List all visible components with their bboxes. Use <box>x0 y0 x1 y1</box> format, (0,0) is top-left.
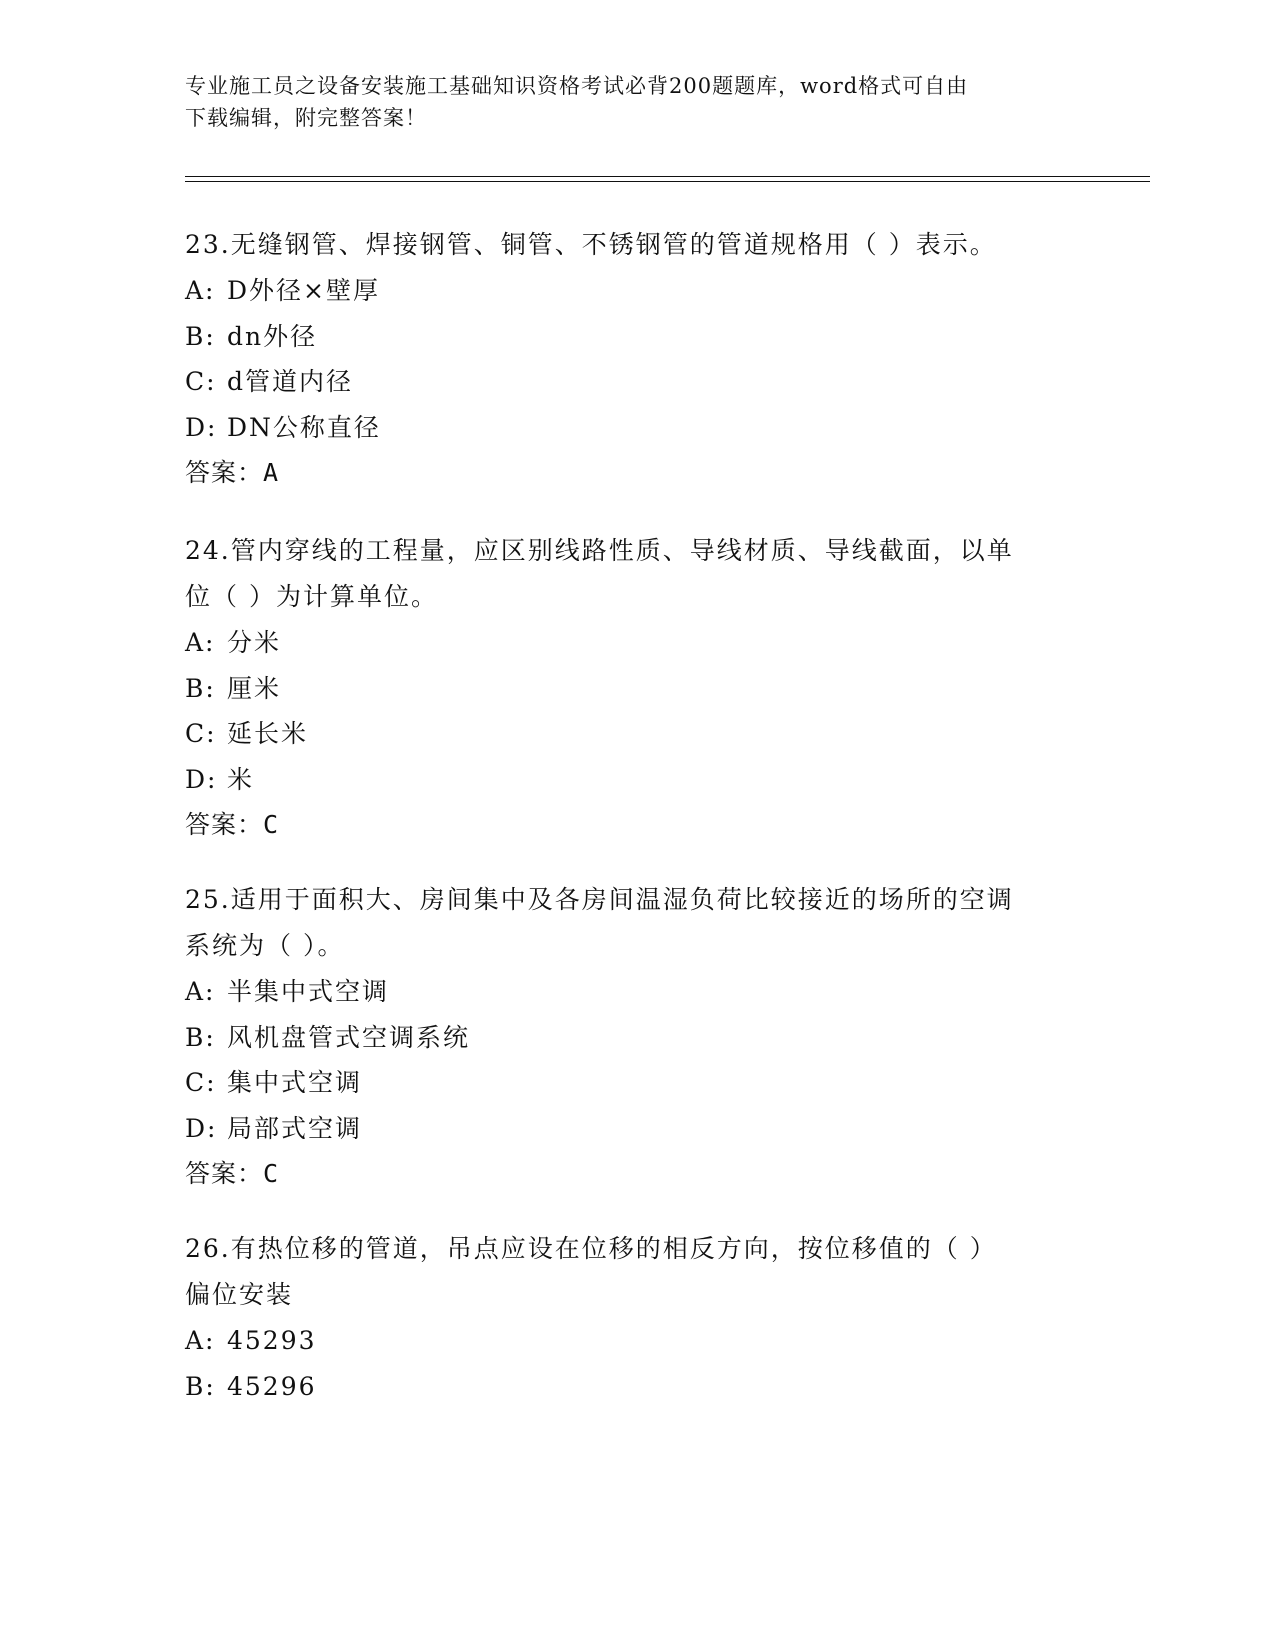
answer-value: C <box>263 810 280 839</box>
answer-line <box>185 450 1085 495</box>
answer-label: 答案： <box>185 810 264 839</box>
stem-line: 25.适用于面积大、房间集中及各房间温湿负荷比较接近的场所的空调 <box>185 885 1014 914</box>
option-label: D: <box>185 764 218 794</box>
stem-line: 偏位安装 <box>185 1280 294 1309</box>
question-23 <box>185 222 1085 495</box>
answer-value: C <box>263 1159 280 1188</box>
option-label: A: <box>185 1326 216 1355</box>
header-double-rule <box>185 176 1150 182</box>
question-25 <box>185 877 1085 1196</box>
answer-line <box>185 802 1085 847</box>
option-b <box>185 666 1085 712</box>
option-text: 45296 <box>227 1371 317 1401</box>
stem-line: 位（ ）为计算单位。 <box>185 582 438 611</box>
stem-line: 23.无缝钢管、焊接钢管、铜管、不锈钢管的管道规格用（ ）表示。 <box>185 230 997 259</box>
option-text: d管道内径 <box>227 367 354 396</box>
option-text: 延长米 <box>227 719 309 748</box>
option-label: C: <box>185 367 217 396</box>
answer-label: 答案： <box>185 1159 264 1188</box>
question-stem <box>185 877 1085 969</box>
answer-value: A <box>263 458 280 487</box>
option-b <box>185 314 1085 360</box>
option-label: D: <box>185 412 218 442</box>
answer-label: 答案： <box>185 458 264 487</box>
option-d <box>185 405 1085 451</box>
option-text: dn外径 <box>227 321 318 351</box>
option-a <box>185 969 1085 1015</box>
option-label: D: <box>185 1113 218 1143</box>
option-text: 风机盘管式空调系统 <box>227 1022 471 1052</box>
option-text: 集中式空调 <box>227 1068 363 1097</box>
stem-line: 26.有热位移的管道，吊点应设在位移的相反方向，按位移值的（ ） <box>185 1234 997 1263</box>
answer-line <box>185 1151 1085 1196</box>
option-text: 厘米 <box>227 673 282 703</box>
option-label: B: <box>185 1371 216 1401</box>
question-stem <box>185 222 1085 268</box>
option-b <box>185 1364 1085 1410</box>
option-b <box>185 1015 1085 1061</box>
stem-line: 系统为（ ）。 <box>185 931 345 960</box>
question-stem <box>185 528 1085 620</box>
option-label: B: <box>185 321 216 351</box>
option-c <box>185 1060 1085 1106</box>
question-26 <box>185 1226 1085 1409</box>
option-c <box>185 711 1085 757</box>
option-a <box>185 620 1085 666</box>
option-label: B: <box>185 673 216 703</box>
option-a <box>185 1318 1085 1364</box>
document-header <box>185 70 1065 134</box>
header-line-2: 下载编辑，附完整答案！ <box>185 106 427 130</box>
option-label: B: <box>185 1022 216 1052</box>
option-text: 半集中式空调 <box>227 977 390 1006</box>
option-label: A: <box>185 276 216 305</box>
option-text: 米 <box>227 764 255 794</box>
option-c <box>185 359 1085 405</box>
question-stem <box>185 1226 1085 1318</box>
option-text: 45293 <box>227 1326 317 1355</box>
stem-line: 24.管内穿线的工程量，应区别线路性质、导线材质、导线截面，以单 <box>185 536 1014 565</box>
option-text: 局部式空调 <box>227 1113 363 1143</box>
question-24 <box>185 528 1085 847</box>
option-label: A: <box>185 977 216 1006</box>
header-line-1: 专业施工员之设备安装施工基础知识资格考试必背200题题库，word格式可自由 <box>185 74 969 98</box>
option-d <box>185 1106 1085 1152</box>
option-d <box>185 757 1085 803</box>
option-text: DN公称直径 <box>227 412 381 442</box>
option-label: A: <box>185 628 216 657</box>
option-label: C: <box>185 719 217 748</box>
option-a <box>185 268 1085 314</box>
option-label: C: <box>185 1068 217 1097</box>
option-text: D外径×壁厚 <box>227 276 380 305</box>
option-text: 分米 <box>227 628 282 657</box>
